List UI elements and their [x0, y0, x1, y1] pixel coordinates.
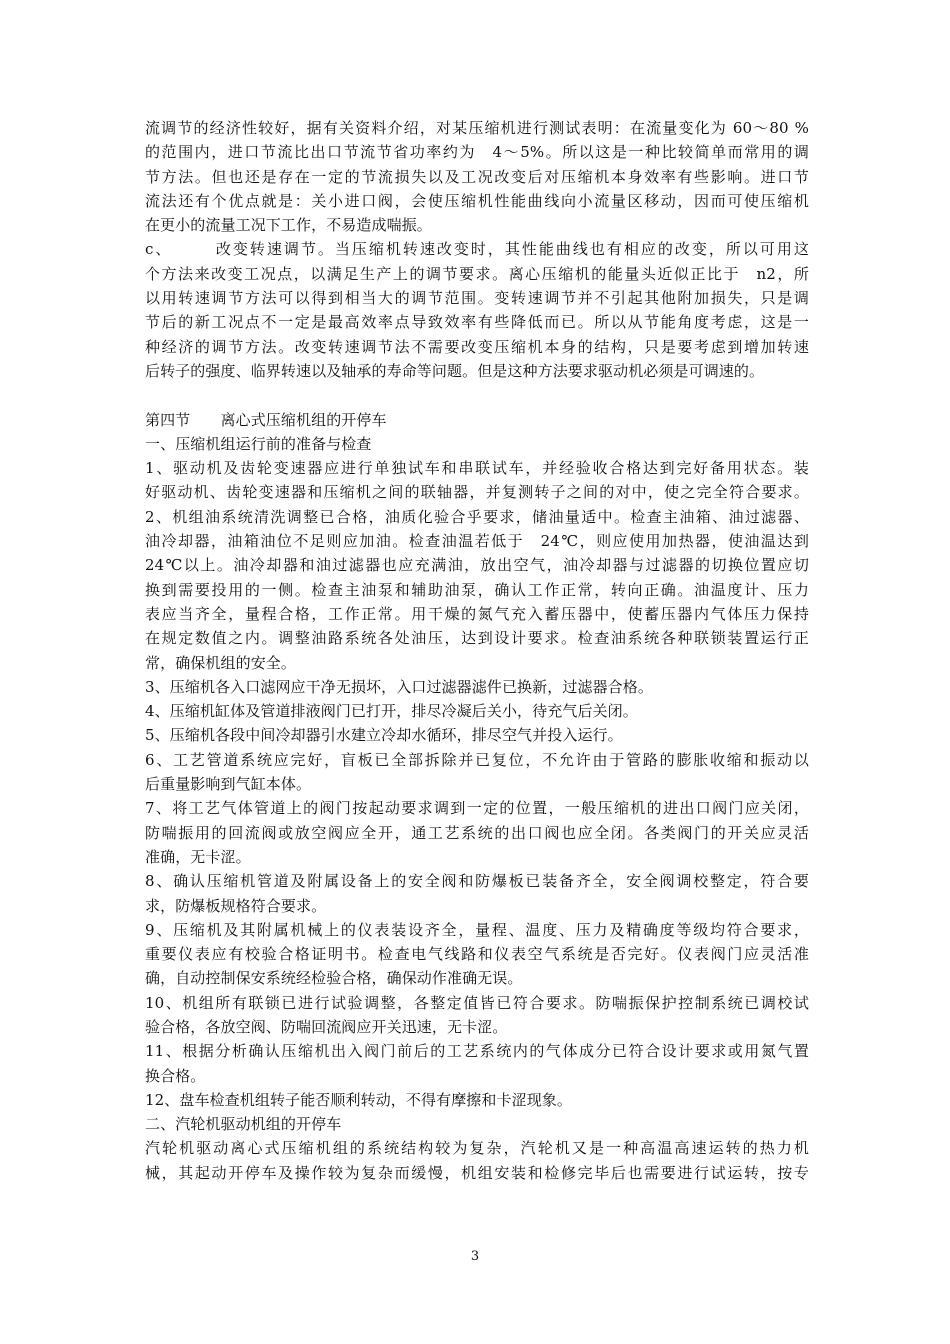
- text-line: 以用转速调节方法可以得到相当大的调节范围。变转速调节并不引起其他附加损失，只是调: [145, 289, 809, 308]
- text-line: 汽轮机驱动离心式压缩机组的系统结构较为复杂，汽轮机又是一种高温高速运转的热力机: [145, 1139, 809, 1158]
- text-line: 2、机组油系统清洗调整已合格，油质化验合乎要求，储油量适中。检查主油箱、油过滤器、: [145, 507, 809, 526]
- text-line: 常，确保机组的安全。: [145, 653, 297, 672]
- text-line: 6、工艺管道系统应完好，盲板已全部拆除并已复位，不允许由于管路的膨胀收缩和振动以: [145, 750, 809, 769]
- text-line: 后转子的强度、临界转速以及轴承的寿命等问题。但是这种方法要求驱动机必须是可调速的。: [145, 361, 765, 380]
- text-line: 5、压缩机各段中间冷却器引水建立冷却水循环，排尽空气并投入运行。: [145, 726, 623, 745]
- text-line: 求，防爆板规格符合要求。: [145, 896, 327, 915]
- text-line: 在更小的流量工况下工作，不易造成喘振。: [145, 216, 432, 235]
- text-line: 重要仪表应有校验合格证明书。检查电气线路和仪表空气系统是否完好。仪表阀门应灵活准: [145, 945, 809, 964]
- text-line: c、 改变转速调节。当压缩机转速改变时，其性能曲线也有相应的改变，所以可用这: [145, 240, 809, 259]
- text-line: 二、汽轮机驱动机组的开停车: [145, 1115, 342, 1134]
- document-body: [145, 116, 809, 1185]
- text-line: 个方法来改变工况点，以满足生产上的调节要求。离心压缩机的能量头近似正比于 n2，所: [145, 264, 809, 283]
- text-line: 械，其起动开停车及操作较为复杂而缓慢，机组安装和检修完毕后也需要进行试运转，按专: [145, 1163, 809, 1182]
- text-line: 流调节的经济性较好，据有关资料介绍，对某压缩机进行测试表明：在流量变化为 60～80 %: [145, 119, 809, 137]
- text-line: 8、确认压缩机管道及附属设备上的安全阀和防爆板已装备齐全，安全阀调校整定，符合要: [145, 872, 809, 891]
- text-line: 的范围内，进口节流比出口节流节省功率约为 4～5%。所以这是一种比较简单而常用的调: [145, 143, 809, 162]
- text-line: 第四节 离心式压缩机组的开停车: [145, 410, 387, 429]
- text-line: 好驱动机、齿轮变速器和压缩机之间的联轴器，并复测转子之间的对中，使之完全符合要求。: [145, 483, 809, 502]
- text-line: 换到需要投用的一侧。检查主油泵和辅助油泵，确认工作正常，转向正确。油温度计、压力: [145, 580, 809, 599]
- text-line: 3、压缩机各入口滤网应干净无损坏，入口过滤器滤件已换新，过滤器合格。: [145, 677, 653, 696]
- text-line: 种经济的调节方法。改变转速调节法不需要改变压缩机本身的结构，只是要考虑到增加转速: [145, 337, 809, 356]
- text-line: 一、压缩机组运行前的准备与检查: [145, 434, 372, 453]
- text-line: 防喘振用的回流阀或放空阀应全开，通工艺系统的出口阀也应全闭。各类阀门的开关应灵活: [145, 823, 809, 842]
- text-line: 7、将工艺气体管道上的阀门按起动要求调到一定的位置，一般压缩机的进出口阀门应关闭，: [145, 799, 809, 818]
- text-line: 节方法。但也还是存在一定的节流损失以及工况改变后对压缩机本身效率有些影响。进口节: [145, 167, 809, 186]
- text-line: 10、机组所有联锁已进行试验调整，各整定值皆已符合要求。防喘振保护控制系统已调校试: [145, 993, 809, 1012]
- text-line: 在规定数值之内。调整油路系统各处油压，达到设计要求。检查油系统各种联锁装置运行正: [145, 629, 809, 648]
- text-line: 24℃以上。油冷却器和油过滤器也应充满油，放出空气，油冷却器与过滤器的切换位置应切: [145, 556, 809, 575]
- text-line: 1、驱动机及齿轮变速器应进行单独试车和串联试车，并经验收合格达到完好备用状态。装: [145, 459, 809, 478]
- text-line: 验合格，各放空阀、防喘回流阀应开关迅速，无卡涩。: [145, 1017, 508, 1036]
- text-line: 油冷却器，油箱油位不足则应加油。检查油温若低于 24℃，则应使用加热器，使油温达到: [145, 532, 809, 551]
- text-line: 流法还有个优点就是：关小进口阀，会使压缩机性能曲线向小流量区移动，因而可使压缩机: [145, 191, 809, 210]
- text-line: 表应当齐全，量程合格，工作正常。用干燥的氮气充入蓄压器中，使蓄压器内气体压力保持: [145, 604, 809, 623]
- text-line: 9、压缩机及其附属机械上的仪表装设齐全，量程、温度、压力及精确度等级均符合要求，: [145, 920, 809, 939]
- text-line: 11、根据分析确认压缩机出入阀门前后的工艺系统内的气体成分已符合设计要求或用氮气置: [145, 1042, 809, 1061]
- text-line: 4、压缩机缸体及管道排液阀门已打开，排尽冷凝后关小，待充气后关闭。: [145, 702, 638, 721]
- text-line: 节后的新工况点不一定是最高效率点导致效率有些降低而已。所以从节能角度考虑，这是一: [145, 313, 809, 332]
- page-number: 3: [470, 1249, 480, 1264]
- text-line: 确，自动控制保安系统经检验合格，确保动作准确无误。: [145, 969, 523, 988]
- blank-line: [145, 383, 809, 407]
- text-line: 后重量影响到气缸本体。: [145, 775, 312, 794]
- text-line: 12、盘车检查机组转子能否顺利转动，不得有摩擦和卡涩现象。: [145, 1090, 572, 1109]
- text-line: 准确，无卡涩。: [145, 847, 251, 866]
- text-line: 换合格。: [145, 1066, 206, 1085]
